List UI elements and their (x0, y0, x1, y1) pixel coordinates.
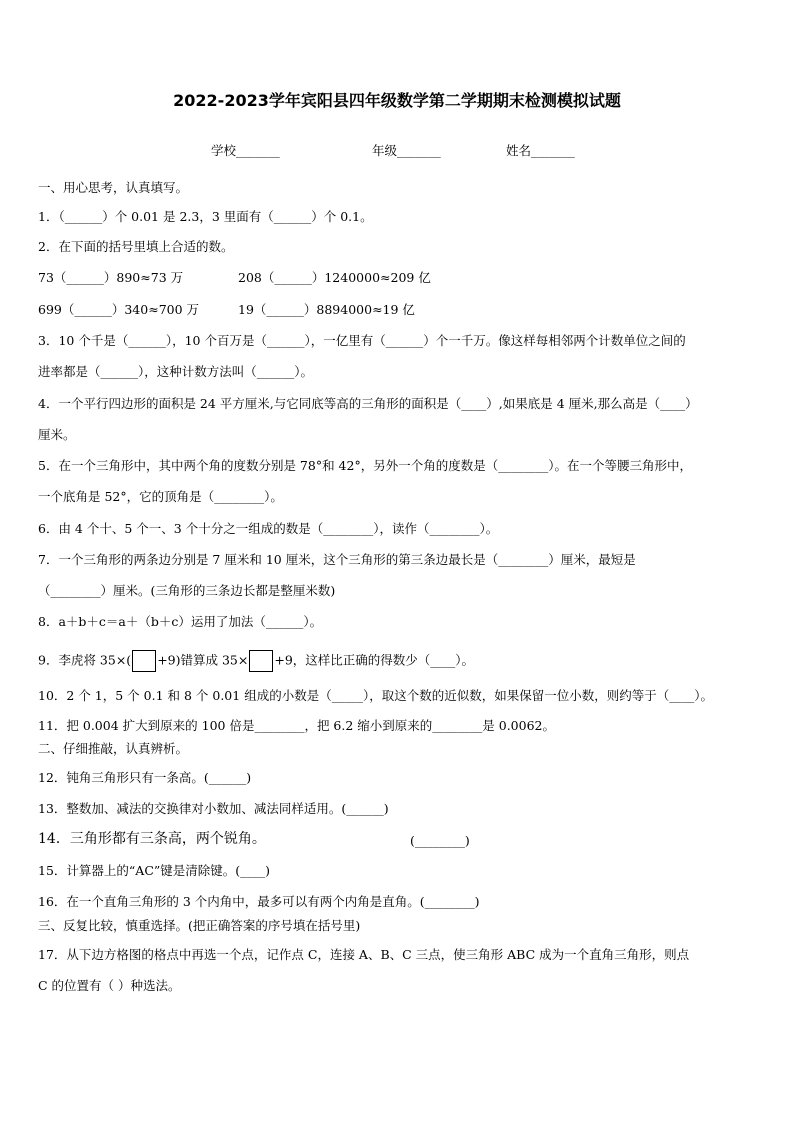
question-2d: 19（______）8894000≈19 亿 (238, 302, 415, 317)
question-7-line-1: 7．一个三角形的两条边分别是 7 厘米和 10 厘米，这个三角形的第三条边最长是（________）厘米，最短是 (38, 552, 636, 567)
blank-box[interactable] (249, 650, 273, 672)
question-7-line-2: （________）厘米。(三角形的三条边长都是整厘米数) (38, 583, 336, 598)
question-3-line-1: 3．10 个千是（______），10 个百万是（______），一亿里有（______）个一千万。像这样每相邻两个计数单位之间的 (38, 333, 686, 348)
question-14-answer: (________) (410, 833, 470, 848)
question-1: 1．（______）个 0.01 是 2.3，3 里面有（______）个 0.1。 (38, 209, 373, 224)
question-3-line-2: 进率都是（______），这种计数方法叫（______）。 (38, 364, 314, 379)
question-2: 2．在下面的括号里填上合适的数。 (38, 239, 234, 254)
section-2-heading: 二、仔细推敲，认真辨析。 (38, 741, 189, 756)
question-16: 16．在一个直角三角形的 3 个内角中，最多可以有两个内角是直角。(________) (38, 894, 480, 909)
grade-field[interactable]: 年级_______ (372, 143, 441, 158)
question-10: 10．2 个 1，5 个 0.1 和 8 个 0.01 组成的小数是（_____），取这个数的近似数，如果保留一位小数，则约等于（____）。 (38, 688, 713, 703)
question-8: 8．a＋b＋c＝a＋（b＋c）运用了加法（______）。 (38, 614, 323, 629)
blank-box[interactable] (132, 650, 156, 672)
question-9-part-1: 9．李虎将 35×( (38, 652, 132, 668)
question-13: 13．整数加、减法的交换律对小数加、减法同样适用。(______) (38, 801, 389, 816)
question-6: 6．由 4 个十、5 个一、3 个十分之一组成的数是（________），读作（________）。 (38, 521, 499, 536)
section-3-heading: 三、反复比较，慎重选择。(把正确答案的序号填在括号里) (38, 918, 361, 933)
question-17-line-1: 17．从下边方格图的格点中再选一个点，记作点 C，连接 A、B、C 三点，使三角形 ABC 成为一个直角三角形，则点 (38, 947, 690, 962)
page-title: 2022-2023学年宾阳县四年级数学第二学期期末检测模拟试题 (173, 91, 621, 110)
question-14: 14．三角形都有三条高，两个锐角。 (38, 831, 266, 847)
question-12: 12．钝角三角形只有一条高。(______) (38, 770, 252, 785)
question-5-line-1: 5．在一个三角形中，其中两个角的度数分别是 78°和 42°，另外一个角的度数是（________）。在一个等腰三角形中， (38, 458, 692, 473)
question-5-line-2: 一个底角是 52°，它的顶角是（________）。 (38, 489, 283, 504)
section-1-heading: 一、用心思考，认真填写。 (38, 180, 189, 195)
question-9 (38, 650, 474, 672)
question-17-line-2: C 的位置有（ ）种选法。 (38, 978, 181, 993)
school-field[interactable]: 学校_______ (211, 143, 280, 158)
name-field[interactable]: 姓名_______ (506, 143, 575, 158)
question-9-part-2: +9)错算成 35× (157, 652, 249, 668)
question-2a: 73（______）890≈73 万 (38, 270, 184, 285)
question-2c: 699（______）340≈700 万 (38, 302, 200, 317)
question-15: 15．计算器上的“AC”键是清除键。(____) (38, 863, 271, 878)
question-2b: 208（______）1240000≈209 亿 (238, 270, 431, 285)
question-4-line-1: 4．一个平行四边形的面积是 24 平方厘米,与它同底等高的三角形的面积是（____）,如果底是 4 厘米,那么高是（____） (38, 396, 698, 411)
question-9-part-3: +9，这样比正确的得数少（____）。 (274, 652, 475, 668)
question-11: 11．把 0.004 扩大到原来的 100 倍是________，把 6.2 缩小到原来的________是 0.0062。 (38, 718, 555, 733)
question-4-line-2: 厘米。 (38, 427, 76, 442)
